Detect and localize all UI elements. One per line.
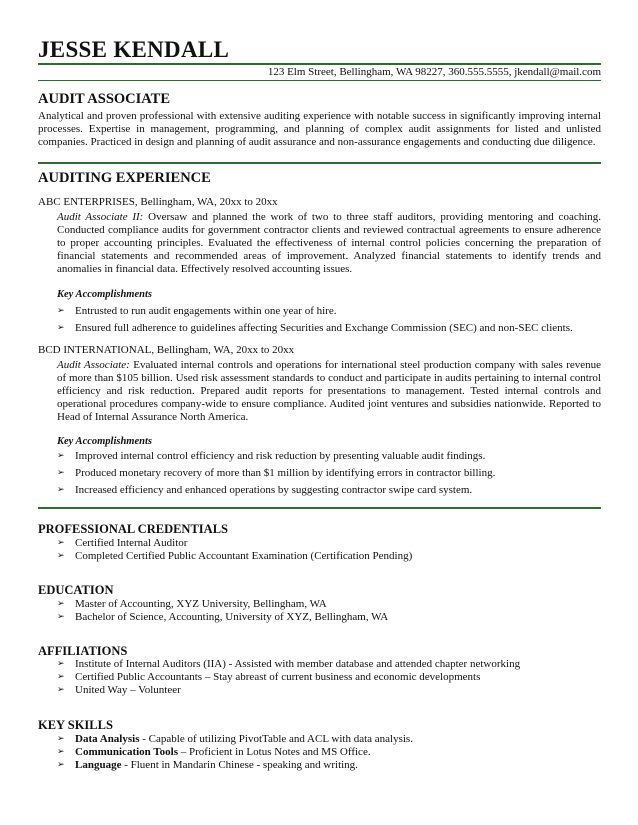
credentials-title: PROFESSIONAL CREDENTIALS [38,522,228,536]
skills-title: KEY SKILLS [38,718,113,732]
job-2-description [57,359,601,424]
arrow-bullet-icon: ➢ [57,323,65,333]
list-item: ➢ Master of Accounting, XYZ University, Bellingham, WA [57,598,327,610]
affiliations-title: AFFILIATIONS [38,644,128,658]
list-item: ➢ Completed Certified Public Accountant Examination (Certification Pending) [57,550,413,562]
credentials-list [57,537,412,563]
list-item: ➢ United Way – Volunteer [57,684,181,696]
contact-info: 123 Elm Street, Bellingham, WA 98227, 360.555.5555, jkendall@mail.com [267,66,601,78]
header-rule [38,63,601,65]
arrow-bullet-icon: ➢ [57,468,65,478]
job-1-accomplishments-label: Key Accomplishments [57,289,152,300]
skills-list [57,733,413,772]
list-item: ➢ Bachelor of Science, Accounting, University of XYZ, Bellingham, WA [57,611,389,623]
arrow-bullet-icon: ➢ [57,451,65,461]
job-1-text: Oversaw and planned the work of two to three staff auditors, providing mentoring and coaching. Conducted compliance audits for government contractor clients and reviewed contractual agreements to ensure adherence to proper accounting principles. Evaluated the effectiveness of internal control policies concerning the preparation of financial statements and recommended areas of improvement. Analyzed financial statements to identify trends and anomalies in financial data. Effectively resolved accounting issues. [57,211,602,275]
job-2-text: Evaluated internal controls and operations for international steel production company with sales revenue of more than $105 billion. Used risk assessment standards to conduct and participate in audits pertaining to internal control efficiency and risk reduction. Prepared audit reports for presentations to management. Tested internal controls and operational procedures company-wide to ensure compliance. Audited joint ventures and subsidies nationwide. Reported to Head of Internal Assurance North America. [57,359,601,423]
job-1-role: Audit Associate II: [57,211,144,223]
arrow-bullet-icon: ➢ [57,551,65,561]
skill-name: Communication Tools [75,746,178,758]
objective-title: AUDIT ASSOCIATE [38,91,171,107]
job-1-accomplishments [57,303,573,337]
arrow-bullet-icon: ➢ [57,734,65,744]
arrow-bullet-icon: ➢ [57,685,65,695]
arrow-bullet-icon: ➢ [57,612,65,622]
arrow-bullet-icon: ➢ [57,672,65,682]
section-divider [38,507,601,509]
job-2-role: Audit Associate: [57,359,130,371]
affiliations-list [57,658,520,697]
arrow-bullet-icon: ➢ [57,747,65,757]
experience-title: AUDITING EXPERIENCE [38,170,211,186]
contact-rule [38,80,601,81]
section-divider [38,162,601,164]
job-1-description [57,211,601,276]
list-item: ➢ Entrusted to run audit engagements within one year of hire. [57,303,573,320]
list-item: ➢ Certified Internal Auditor [57,537,188,549]
list-item: ➢ Improved internal control efficiency and risk reduction by presenting valuable audit findings. [57,448,495,465]
list-item: ➢ Communication Tools – Proficient in Lotus Notes and MS Office. [57,746,371,758]
arrow-bullet-icon: ➢ [57,659,65,669]
arrow-bullet-icon: ➢ [57,599,65,609]
candidate-name: JESSE KENDALL [38,37,230,62]
employer-2: BCD INTERNATIONAL, Bellingham, WA, 20xx to 20xx [38,344,295,356]
skill-name: Data Analysis [75,733,140,745]
list-item: ➢ Increased efficiency and enhanced operations by suggesting contractor swipe card system. [57,482,495,499]
education-title: EDUCATION [38,583,114,597]
list-item: ➢ Ensured full adherence to guidelines affecting Securities and Exchange Commission (SEC) and non-SEC clients. [57,320,573,337]
education-list [57,598,388,624]
arrow-bullet-icon: ➢ [57,306,65,316]
arrow-bullet-icon: ➢ [57,760,65,770]
employer-1: ABC ENTERPRISES, Bellingham, WA, 20xx to 20xx [38,196,278,208]
job-2-accomplishments [57,448,495,499]
arrow-bullet-icon: ➢ [57,538,65,548]
job-2-accomplishments-label: Key Accomplishments [57,436,152,447]
list-item: ➢ Data Analysis - Capable of utilizing PivotTable and ACL with data analysis. [57,733,413,745]
list-item: ➢ Language - Fluent in Mandarin Chinese - speaking and writing. [57,759,358,771]
arrow-bullet-icon: ➢ [57,485,65,495]
objective-summary: Analytical and proven professional with extensive auditing experience with notable success in significantly improving internal processes. Expertise in management, programming, and planning of complex audit assignments for listed and unlisted companies. Practiced in design and planning of audit assurance and non-assurance engagements and conducting due diligence. [38,110,601,148]
skill-name: Language [75,759,122,771]
list-item: ➢ Certified Public Accountants – Stay abreast of current business and economic developments [57,671,481,683]
list-item: ➢ Produced monetary recovery of more than $1 million by identifying errors in contractor billing. [57,465,495,482]
list-item: ➢ Institute of Internal Auditors (IIA) - Assisted with member database and attended chapter networking [57,658,521,670]
